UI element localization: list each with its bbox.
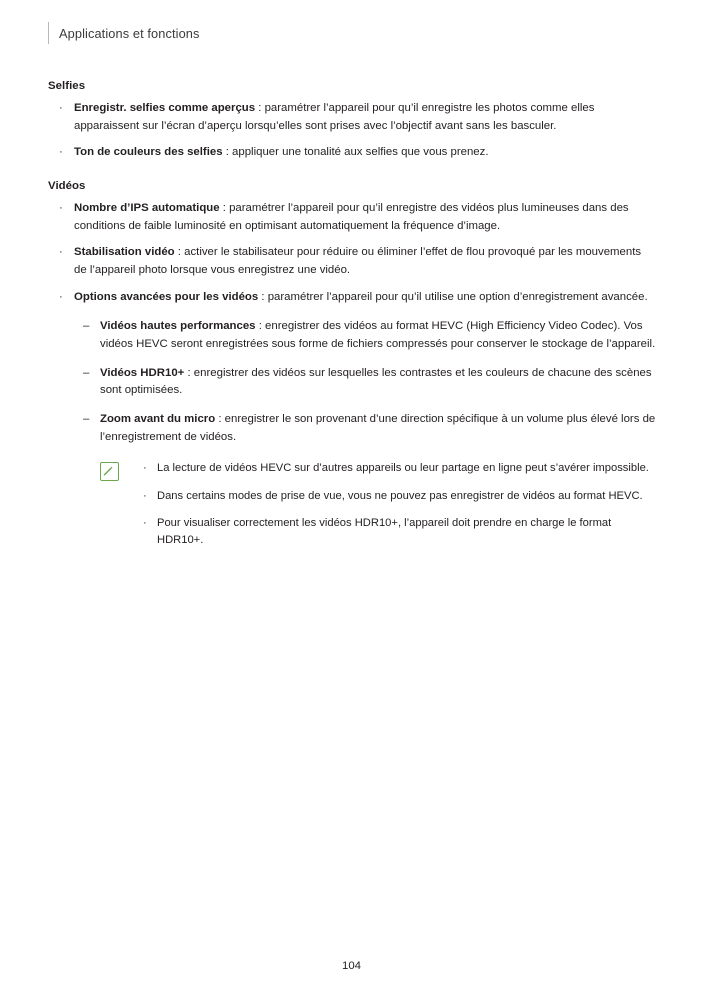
term-description: : paramétrer l’appareil pour qu’il utilise une option d’enregistrement avancée.: [258, 290, 648, 303]
term-description: : enregistrer le son provenant d’une direction spécifique à un volume plus élevé lors de l’enregistrement de vidéos.: [100, 413, 656, 443]
list-item: [48, 144, 656, 162]
list-item: [48, 289, 656, 550]
bullet-icon: ·: [59, 202, 63, 215]
term-description: : enregistrer des vidéos sur lesquelles les contrastes et les couleurs de chacune des scènes sont optimisées.: [100, 366, 652, 397]
term-label: Stabilisation vidéo: [74, 246, 175, 259]
note-text: Pour visualiser correctement les vidéos HDR10+, l’appareil doit prendre en charge le format HDR10+.: [157, 517, 612, 547]
dash-icon: –: [83, 366, 90, 379]
list-item: [48, 200, 656, 235]
dash-icon: –: [83, 413, 90, 426]
section-title-videos: Vidéos: [48, 180, 86, 193]
term-label: Enregistr. selfies comme aperçus: [74, 102, 256, 114]
list-item: [135, 488, 656, 505]
term-description: : appliquer une tonalité aux selfies que vous prenez.: [222, 146, 489, 159]
header-title: Applications et fonctions: [59, 25, 200, 41]
bullet-icon: ·: [59, 290, 63, 303]
list-item: [48, 244, 656, 279]
bullet-icon: ·: [143, 517, 147, 530]
note-text: Dans certains modes de prise de vue, vous ne pouvez pas enregistrer de vidéos au format HEVC.: [157, 489, 643, 502]
note-list: [135, 460, 656, 549]
bullet-icon: ·: [59, 102, 63, 114]
term-label: Nombre d’IPS automatique: [74, 202, 220, 215]
note-pencil-icon: [100, 462, 119, 481]
note-callout: [100, 460, 656, 549]
term-description: : enregistrer des vidéos au format HEVC (High Efficiency Video Codec). Vos vidéos HEVC seront enregistrées sous forme de fichiers compressés pour conserver le stockage de l’appareil.: [100, 320, 656, 351]
note-text: La lecture de vidéos HEVC sur d’autres appareils ou leur partage en ligne peut s’avérer impossible.: [157, 462, 649, 475]
list-item: [135, 515, 656, 550]
page-content: [48, 80, 656, 559]
list-item: [74, 318, 656, 353]
advanced-video-options-list: [74, 318, 656, 446]
bullet-icon: ·: [59, 146, 63, 159]
term-label: Ton de couleurs des selfies: [74, 146, 223, 159]
term-description: : paramétrer l’appareil pour qu’il enregistre les photos comme elles apparaissent sur l’écran d’aperçu lorsqu’elles sont prises avec l’objectif avant sans les basculer.: [74, 102, 595, 132]
term-label: Vidéos HDR10+: [100, 366, 185, 379]
list-item: [135, 460, 656, 477]
dash-icon: –: [83, 320, 90, 333]
list-item: [48, 100, 656, 135]
bullet-icon: ·: [143, 489, 147, 502]
section-title-selfies: Selfies: [48, 80, 86, 92]
term-description: : paramétrer l’appareil pour qu’il enregistre des vidéos plus lumineuses dans des conditions de faible luminosité en optimisant automatiquement la fréquence d’image.: [74, 202, 629, 232]
page-header: [48, 22, 200, 44]
term-label: Options avancées pour les vidéos: [74, 290, 259, 303]
term-label: Zoom avant du micro: [100, 413, 216, 426]
page-number: 104: [341, 960, 361, 972]
bullet-icon: ·: [143, 462, 147, 475]
videos-list: [48, 200, 656, 550]
term-description: : activer le stabilisateur pour réduire ou éliminer l’effet de flou provoqué par les mouvements de l’appareil photo lorsque vous enregistrez une vidéo.: [74, 246, 642, 277]
term-label: Vidéos hautes performances: [100, 320, 256, 333]
list-item: [74, 411, 656, 446]
header-divider: [48, 22, 49, 44]
list-item: [74, 365, 656, 400]
selfies-list: [48, 100, 656, 162]
bullet-icon: ·: [59, 246, 63, 259]
